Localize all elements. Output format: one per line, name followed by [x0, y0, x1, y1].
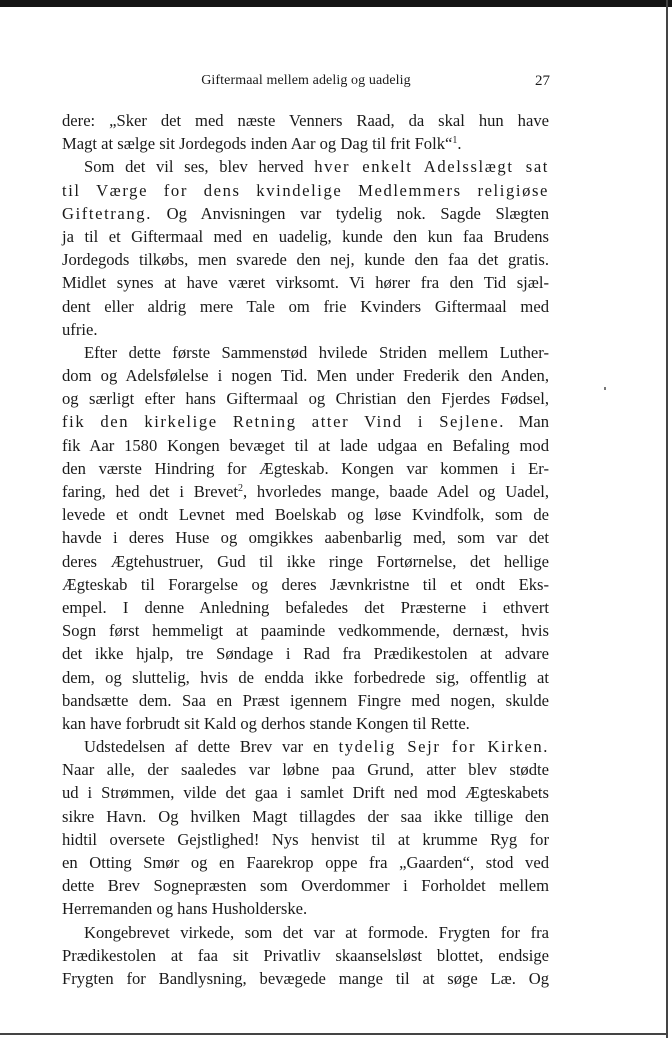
text-line [62, 526, 549, 549]
footnote-marker: 2 [237, 483, 243, 494]
text-line [62, 550, 549, 573]
line-text: Naar alle, der saaledes var løbne paa Grund, atter blev stødte [62, 760, 549, 780]
text-line [62, 179, 549, 202]
line-text: bandsætte dem. Saa en Præst igennem Fingre med nogen, skulde [62, 690, 549, 710]
text-line [62, 921, 549, 944]
text-line [62, 851, 549, 874]
line-text-tail: , hvorledes mange, baade Adel og Uadel, [242, 482, 550, 501]
line-text: dere: „Sker det med næste Venners Raad, da skal hun have [62, 111, 549, 130]
line-text: empel. I denne Anledning befaledes det Præsterne i ethvert [62, 597, 549, 617]
line-text: kan have forbrudt sit Kald og derhos stande Kongen til Rette. [62, 713, 470, 733]
text-line [62, 155, 549, 178]
text-line [62, 758, 549, 781]
line-text-tail: . [457, 134, 462, 154]
line-text: Jordegods tilkøbs, men svarede den nej, kunde den faa det gratis. [62, 250, 549, 270]
text-line [62, 109, 549, 132]
line-text: Man [505, 412, 549, 432]
line-text: Frygten for Bandlysning, bevægede mange til at søge Læ. Og [62, 968, 549, 988]
text-line [62, 805, 549, 828]
line-text: Herremanden og hans Husholderske. [62, 899, 308, 919]
text-line [62, 781, 549, 804]
text-line [62, 619, 549, 642]
text-line [62, 225, 549, 248]
line-text: Midlet synes at have været virksomt. Vi hører fra den Tid sjæl- [62, 273, 549, 293]
line-text: Udstedelsen af dette Brev var en [84, 737, 339, 757]
text-line [62, 295, 549, 318]
text-line [62, 480, 549, 503]
print-speck [604, 387, 606, 390]
line-text: dent eller aldrig mere Tale om frie Kvinders Giftermaal med [62, 296, 549, 316]
line-text: ud i Strømmen, vilde det gaa i samlet Drift ned mod Ægteskabets [62, 783, 549, 803]
text-line [62, 967, 549, 990]
line-text: hidtil oversete Gejstlighed! Nys henvist til at krumme Ryg for [62, 829, 549, 849]
line-text: dom og Adelsfølelse i nogen Tid. Men under Frederik den Anden, [62, 366, 549, 386]
spaced-emphasis-text: Giftetrang. [62, 203, 152, 223]
body-text [62, 109, 549, 990]
footnote-marker: 1 [452, 135, 458, 147]
page-header [62, 73, 550, 93]
line-text: levede et ondt Levnet med Boelskab og løse Kvindfolk, som de [62, 505, 549, 525]
top-border-line [0, 0, 672, 7]
text-line [62, 503, 549, 526]
line-text: faring, hed det i Brevet [62, 482, 238, 501]
bottom-border-line [0, 1033, 668, 1035]
spaced-emphasis-text: tydelig Sejr for Kirken. [338, 737, 549, 757]
right-border-line [666, 0, 668, 1038]
line-text: ufrie. [62, 319, 98, 339]
line-text: deres Ægtehustruer, Gud til ikke ringe Fortørnelse, det hellige [62, 551, 549, 571]
line-text: sikre Havn. Og hvilken Magt tillagdes der saa ikke tillige den [62, 806, 549, 826]
text-line [62, 202, 549, 225]
line-text: og særligt efter hans Giftermaal og Christian den Fjerdes Fødsel, [62, 389, 549, 409]
text-line [62, 457, 549, 480]
text-line [62, 318, 549, 341]
line-text: dette Brev Sognepræsten som Overdommer i Forholdet mellem [62, 876, 549, 896]
text-line [62, 410, 549, 433]
line-text: Som det vil ses, blev herved [84, 157, 315, 177]
line-text: den værste Hindring for Ægteskab. Kongen var kommen i Er- [62, 458, 549, 478]
line-text: Ægteskab til Forargelse og deres Jævnkristne til et ondt Eks- [62, 574, 549, 594]
text-line [62, 364, 549, 387]
line-text: Prædikestolen at faa sit Privatliv skaanselsløst blottet, endsige [62, 945, 549, 965]
text-line [62, 573, 549, 596]
page-number: 27 [535, 73, 550, 89]
text-line [62, 341, 549, 364]
text-line [62, 874, 549, 897]
line-text: Magt at sælge sit Jordegods inden Aar og Dag til frit Folk“ [62, 134, 453, 154]
line-text: ja til et Giftermaal med en uadelig, kunde den kun faa Brudens [62, 226, 549, 246]
spaced-emphasis-text: til Værge for dens kvindelige Medlemmers religiøse [62, 180, 549, 200]
text-line [62, 712, 549, 735]
spaced-emphasis-text: fik den kirkelige Retning atter Vind i Sejlene. [62, 412, 506, 432]
text-line [62, 735, 549, 758]
text-line [62, 434, 549, 457]
line-text: fik Aar 1580 Kongen bevæget til at lade udgaa en Befaling mod [62, 435, 549, 455]
text-line [62, 132, 549, 155]
text-line [62, 689, 549, 712]
line-text: en Otting Smør og en Faarekrop oppe fra „Gaarden“, stod ved [62, 853, 549, 872]
line-text: Og Anvisningen var tydelig nok. Sagde Slægten [151, 203, 549, 223]
text-line [62, 666, 549, 689]
line-text: Sogn først hemmeligt at paaminde vedkommende, dernæst, hvis [62, 621, 549, 641]
line-text: Kongebrevet virkede, som det var at formode. Frygten for fra [84, 922, 549, 942]
line-text: dem, og sluttelig, hvis de endda ikke forbedrede sig, offentlig at [62, 667, 549, 687]
text-line [62, 944, 549, 967]
text-line [62, 828, 549, 851]
text-line [62, 387, 549, 410]
text-line [62, 248, 549, 271]
text-line [62, 271, 549, 294]
text-line [62, 596, 549, 619]
text-line [62, 897, 549, 920]
spaced-emphasis-text: hver enkelt Adelsslægt sat [314, 157, 549, 177]
text-line [62, 642, 549, 665]
line-text: havde i deres Huse og omgikkes aabenbarlig med, som var det [62, 528, 549, 548]
running-head: Giftermaal mellem adelig og uadelig [201, 73, 411, 88]
line-text: det ikke hjalp, tre Søndage i Rad fra Prædikestolen at advare [62, 644, 549, 664]
line-text: Efter dette første Sammenstød hvilede Striden mellem Luther- [84, 342, 549, 362]
